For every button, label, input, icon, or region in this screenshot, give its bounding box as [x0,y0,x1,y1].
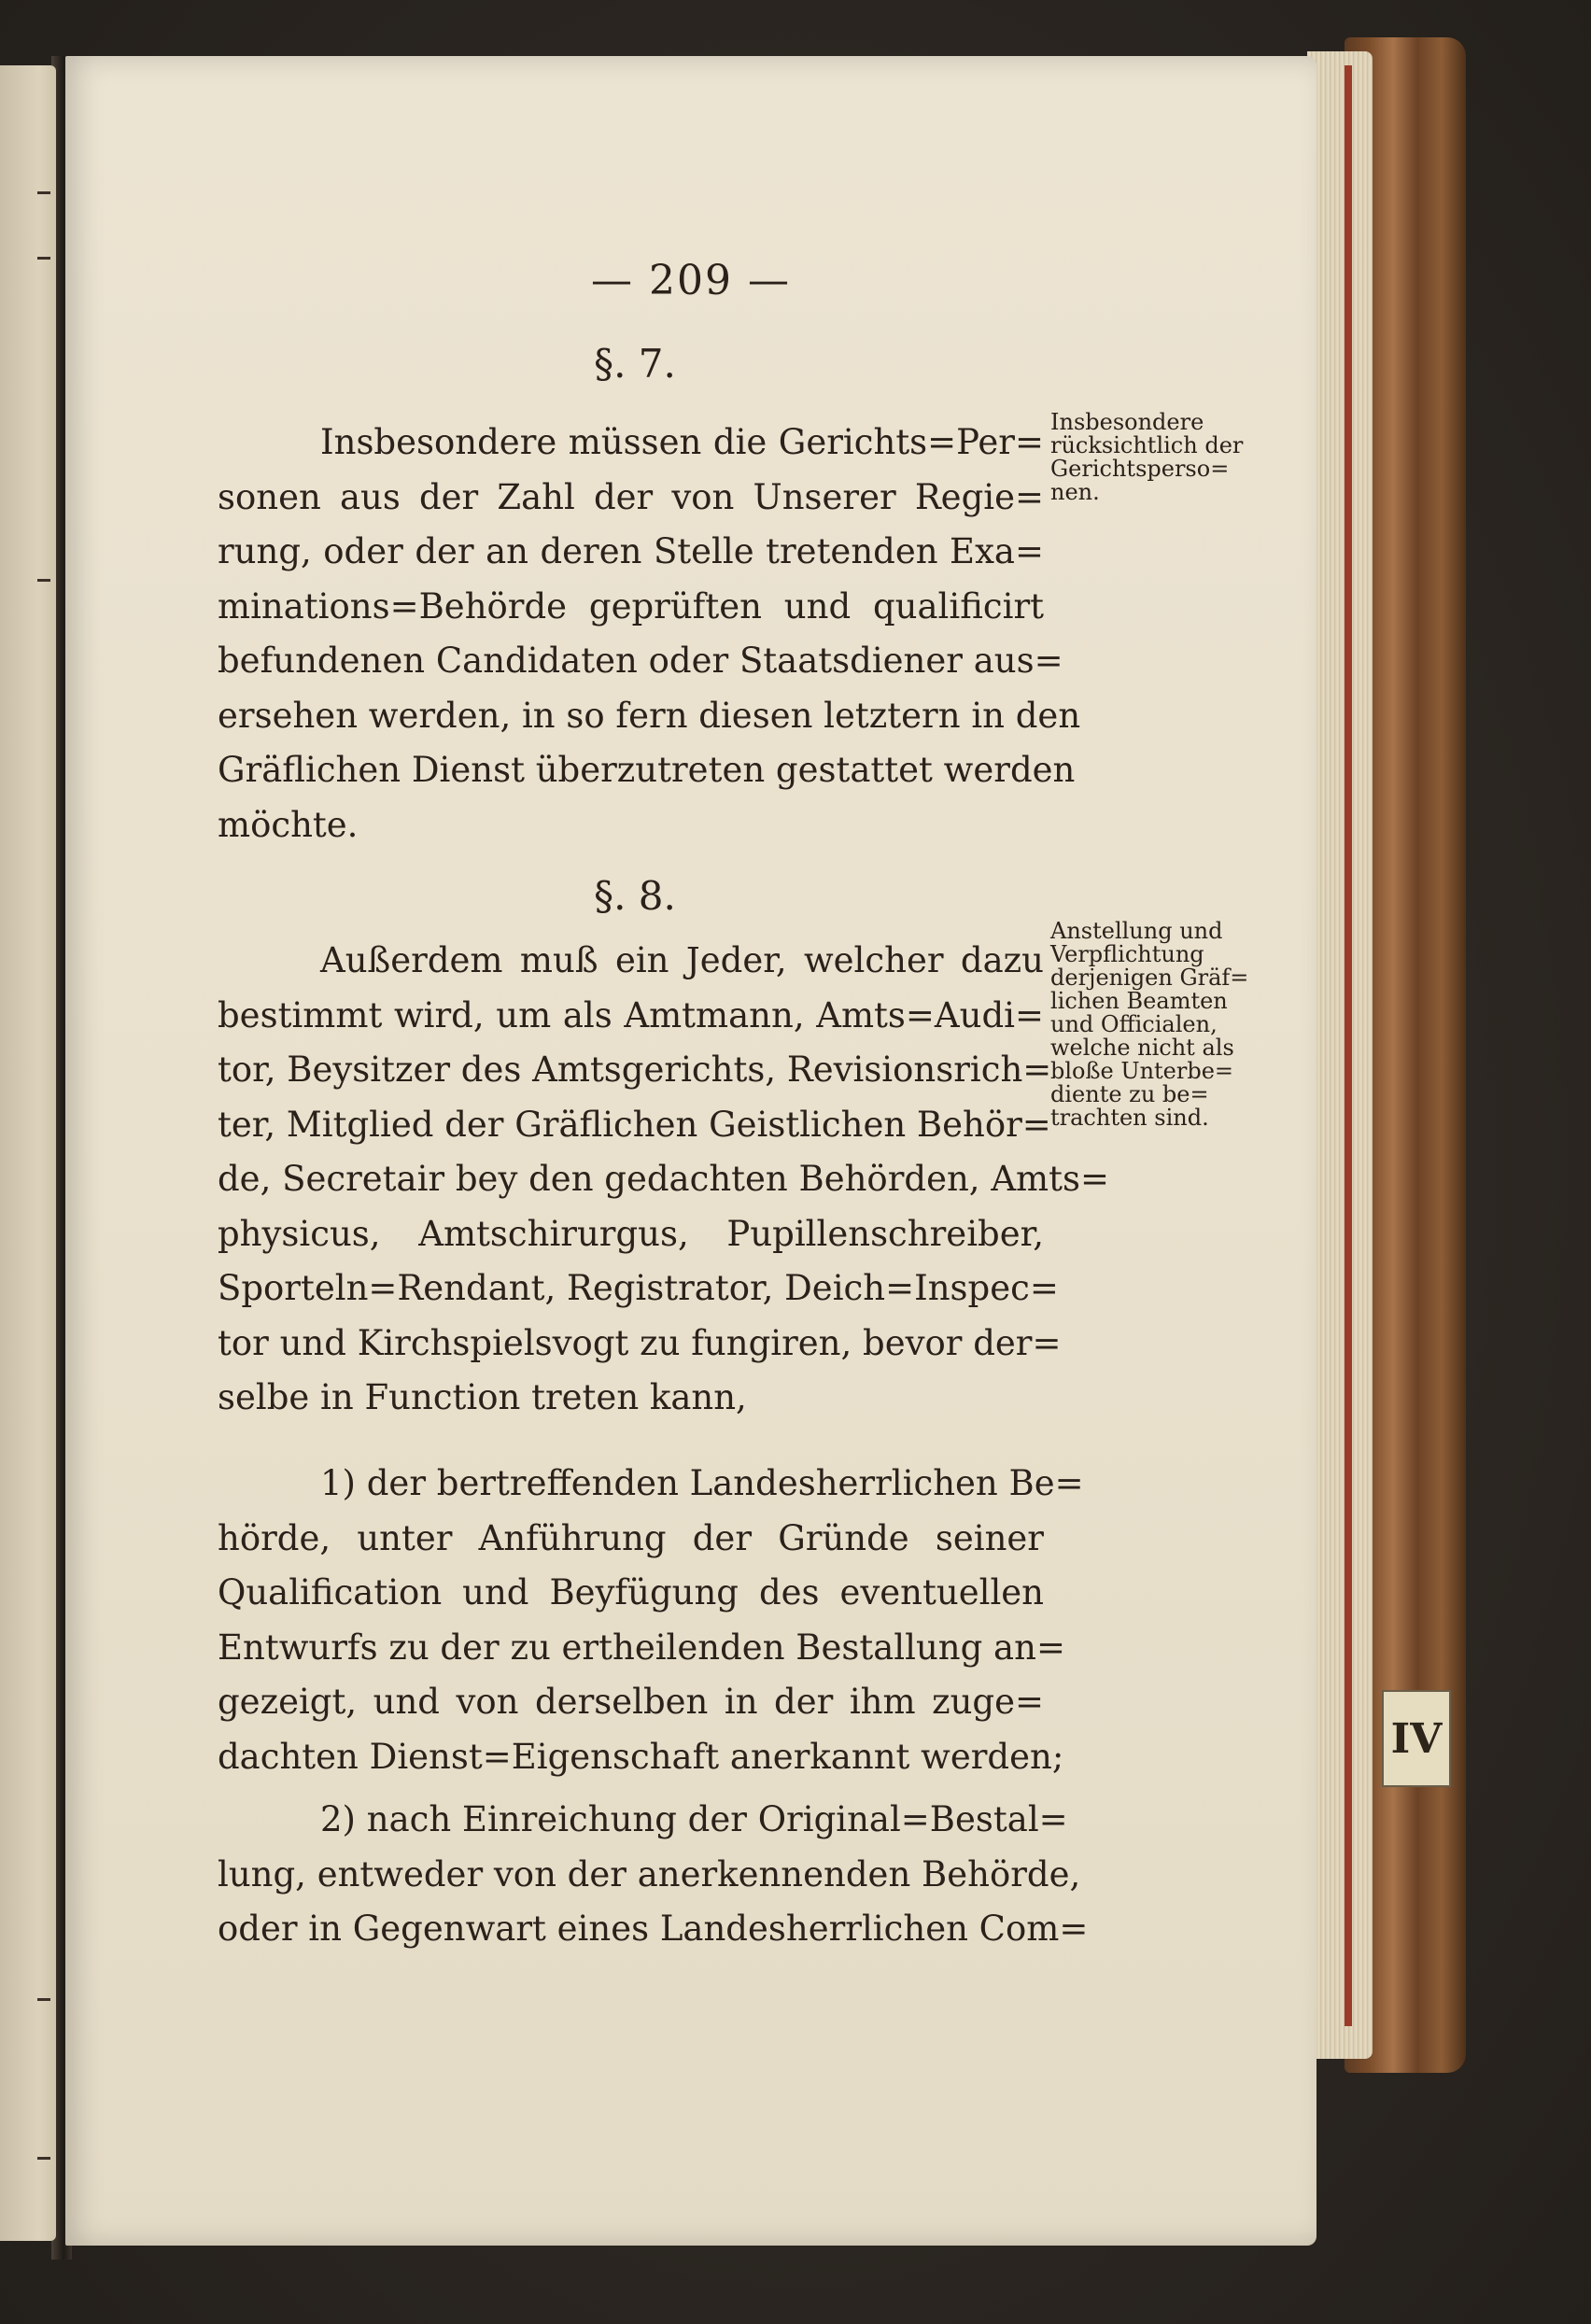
text-line: ersehen werden, in so fern diesen letztern in den [218,695,1081,736]
margin-note-line: diente zu be= [1050,1081,1209,1107]
text-line: gezeigt, und von derselben in der ihm zuge= [218,1682,1044,1722]
margin-note-line: Verpflichtung [1050,941,1204,967]
page-stack-edge [1307,51,1373,2059]
section-heading-7: §. 7. [594,341,676,387]
text-line: selbe in Function treten kann, [218,1377,747,1417]
text-line: Sporteln=Rendant, Registrator, Deich=Inspec= [218,1268,1059,1308]
text-line: Entwurfs zu der zu ertheilenden Bestallung an= [218,1627,1065,1668]
section-heading-8: §. 8. [594,873,676,919]
text-line: befundenen Candidaten oder Staatsdiener aus= [218,641,1063,681]
text-line: sonen aus der Zahl der von Unserer Regie= [218,476,1044,517]
red-page-edge [1345,65,1352,2026]
text-line: tor, Beysitzer des Amtsgerichts, Revisionsrich= [218,1049,1052,1090]
binding-stitch [37,579,50,582]
text-line: möchte. [218,804,359,845]
text-line: bestimmt wird, um als Amtmann, Amts=Audi= [218,994,1044,1035]
margin-note-line: trachten sind. [1050,1105,1209,1131]
margin-note-line: bloße Unterbe= [1050,1058,1234,1084]
list-item-2 [218,1793,1089,1957]
volume-tab: IV [1382,1690,1451,1787]
margin-note-8 [1050,920,1265,1130]
section-8-paragraph [218,934,1109,1426]
text-line: hörde, unter Anführung der Gründe seiner [218,1517,1044,1558]
text-line: oder in Gegenwart eines Landesherrlichen Com= [218,1908,1089,1949]
text-line: tor und Kirchspielsvogt zu fungiren, bevor der= [218,1322,1062,1363]
margin-note-line: lichen Beamten [1050,988,1228,1014]
facing-page-edge [0,65,56,2241]
text-line: rung, oder der an deren Stelle tretenden Exa= [218,531,1044,571]
text-line: dachten Dienst=Eigenschaft anerkannt werden; [218,1736,1064,1777]
margin-note-7 [1050,411,1265,504]
text-line: 1) der bertreffenden Landesherrlichen Be= [320,1463,1084,1503]
margin-note-line: Gerichtsperso= [1050,456,1230,482]
binding-stitch [37,2157,50,2160]
text-line: Qualification und Beyfügung des eventuellen [218,1572,1044,1613]
margin-note-line: Anstellung und [1050,918,1223,944]
text-line: lung, entweder von der anerkennenden Behörde, [218,1853,1081,1894]
margin-note-line: und Officialen, [1050,1011,1218,1037]
page-number: — 209 — [591,257,791,304]
binding-stitch [37,1998,50,2001]
text-line: minations=Behörde geprüften und qualificirt [218,585,1044,627]
binding-stitch [37,191,50,194]
list-item-1 [218,1457,1084,1784]
binding-stitch [37,257,50,260]
text-line: Außerdem muß ein Jeder, welcher dazu [320,940,1044,980]
margin-note-line: nen. [1050,479,1100,505]
text-line: Gräflichen Dienst überzutreten gestattet werden [218,750,1076,790]
text-line: de, Secretair bey den gedachten Behörden, Amts= [218,1159,1109,1199]
text-line: Insbesondere müssen die Gerichts=Per= [320,422,1044,462]
margin-note-line: rücksichtlich der [1050,432,1244,458]
margin-note-line: derjenigen Gräf= [1050,965,1249,991]
text-line: physicus, Amtschirurgus, Pupillenschreiber, [218,1213,1044,1254]
margin-note-line: welche nicht als [1050,1035,1234,1061]
text-line: 2) nach Einreichung der Original=Bestal= [320,1799,1068,1839]
section-7-paragraph [218,416,1081,852]
text-line: ter, Mitglied der Gräflichen Geistlichen Behör= [218,1104,1051,1145]
margin-note-line: Insbesondere [1050,409,1204,435]
